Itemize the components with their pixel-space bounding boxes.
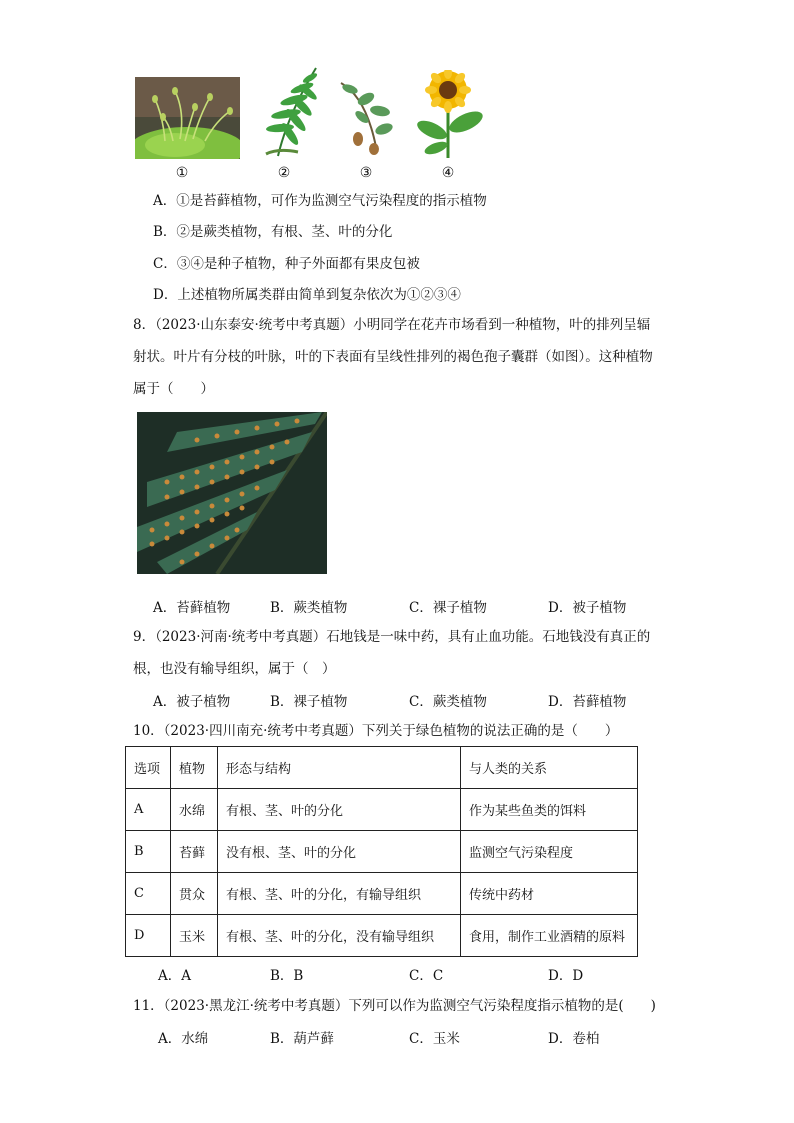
table-row [126,915,638,957]
table-cell: 玉米 [171,915,218,957]
table-cell: 作为某些鱼类的饵料 [461,789,638,831]
table-cell: 有根、茎、叶的分化，没有输导组织 [218,915,461,957]
q11-option-b: B．葫芦藓 [270,1031,334,1047]
table-cell: A [126,789,171,831]
q7-option-a: A．①是苔藓植物，可作为监测空气污染程度的指示植物 [153,193,487,209]
table-cell: B [126,831,171,873]
image-label-2: ② [277,165,291,181]
q8-option-b: B．蕨类植物 [270,600,348,616]
q9-option-d: D．苔藓植物 [548,694,627,710]
pine-branch-image [336,77,396,157]
q9-option-a: A．被子植物 [153,694,231,710]
table-header-cell: 植物 [171,747,218,789]
q11-text: 11．（2023·黑龙江·统考中考真题）下列可以作为监测空气污染程度指示植物的是( ) [133,998,656,1014]
q7-option-b: B．②是蕨类植物，有根、茎、叶的分化 [153,224,393,240]
q7-option-c: C．③④是种子植物，种子外面都有果皮包被 [153,256,420,272]
table-cell: 有根、茎、叶的分化 [218,789,461,831]
q8-option-d: D．被子植物 [548,600,627,616]
table-row [126,873,638,915]
table-cell: 有根、茎、叶的分化，有输导组织 [218,873,461,915]
table-cell: 水绵 [171,789,218,831]
table-cell: 苔藓 [171,831,218,873]
q8-option-a: A．苔藓植物 [153,600,231,616]
q11-option-a: A．水绵 [158,1031,209,1047]
table-header-cell: 选项 [126,747,171,789]
table-cell: 监测空气污染程度 [461,831,638,873]
fern-sori-image [137,412,327,574]
q8-option-c: C．裸子植物 [409,600,487,616]
q10-table [125,746,638,957]
q10-option-d: D．D [548,968,584,984]
q10-option-b: B．B [270,968,304,984]
table-cell: 传统中药材 [461,873,638,915]
q10-option-c: C．C [409,968,444,984]
q10-text: 10．（2023·四川南充·统考中考真题）下列关于绿色植物的说法正确的是（ ） [133,723,619,739]
q9-text: 9．（2023·河南·统考中考真题）石地钱是一味中药，具有止血功能。石地钱没有真正的根，也没有输导组织，属于（ ） [133,629,651,677]
table-row [126,831,638,873]
table-cell: 食用，制作工业酒精的原料 [461,915,638,957]
table-cell: 没有根、茎、叶的分化 [218,831,461,873]
table-cell: C [126,873,171,915]
table-row [126,789,638,831]
moss-image [135,77,240,159]
q9-option-b: B．裸子植物 [270,694,348,710]
sunflower-image [406,70,492,160]
q10-option-a: A．A [158,968,191,984]
fern-image [258,64,330,160]
q11-option-d: D．卷柏 [548,1031,600,1047]
image-label-4: ④ [441,165,455,181]
table-header-cell: 形态与结构 [218,747,461,789]
table-header-cell: 与人类的关系 [461,747,638,789]
table-cell: D [126,915,171,957]
image-label-1: ① [175,165,189,181]
q7-option-d: D．上述植物所属类群由简单到复杂依次为①②③④ [153,287,461,303]
q11-option-c: C．玉米 [409,1031,460,1047]
q8-text: 8．（2023·山东泰安·统考中考真题）小明同学在花卉市场看到一种植物，叶的排列呈辐射状。叶片有分枝的叶脉，叶的下表面有呈线性排列的褐色孢子囊群（如图）。这种植物属于（ ） [133,317,653,397]
table-header-row [126,747,638,789]
image-label-3: ③ [359,165,373,181]
q9-option-c: C．蕨类植物 [409,694,487,710]
table-cell: 贯众 [171,873,218,915]
